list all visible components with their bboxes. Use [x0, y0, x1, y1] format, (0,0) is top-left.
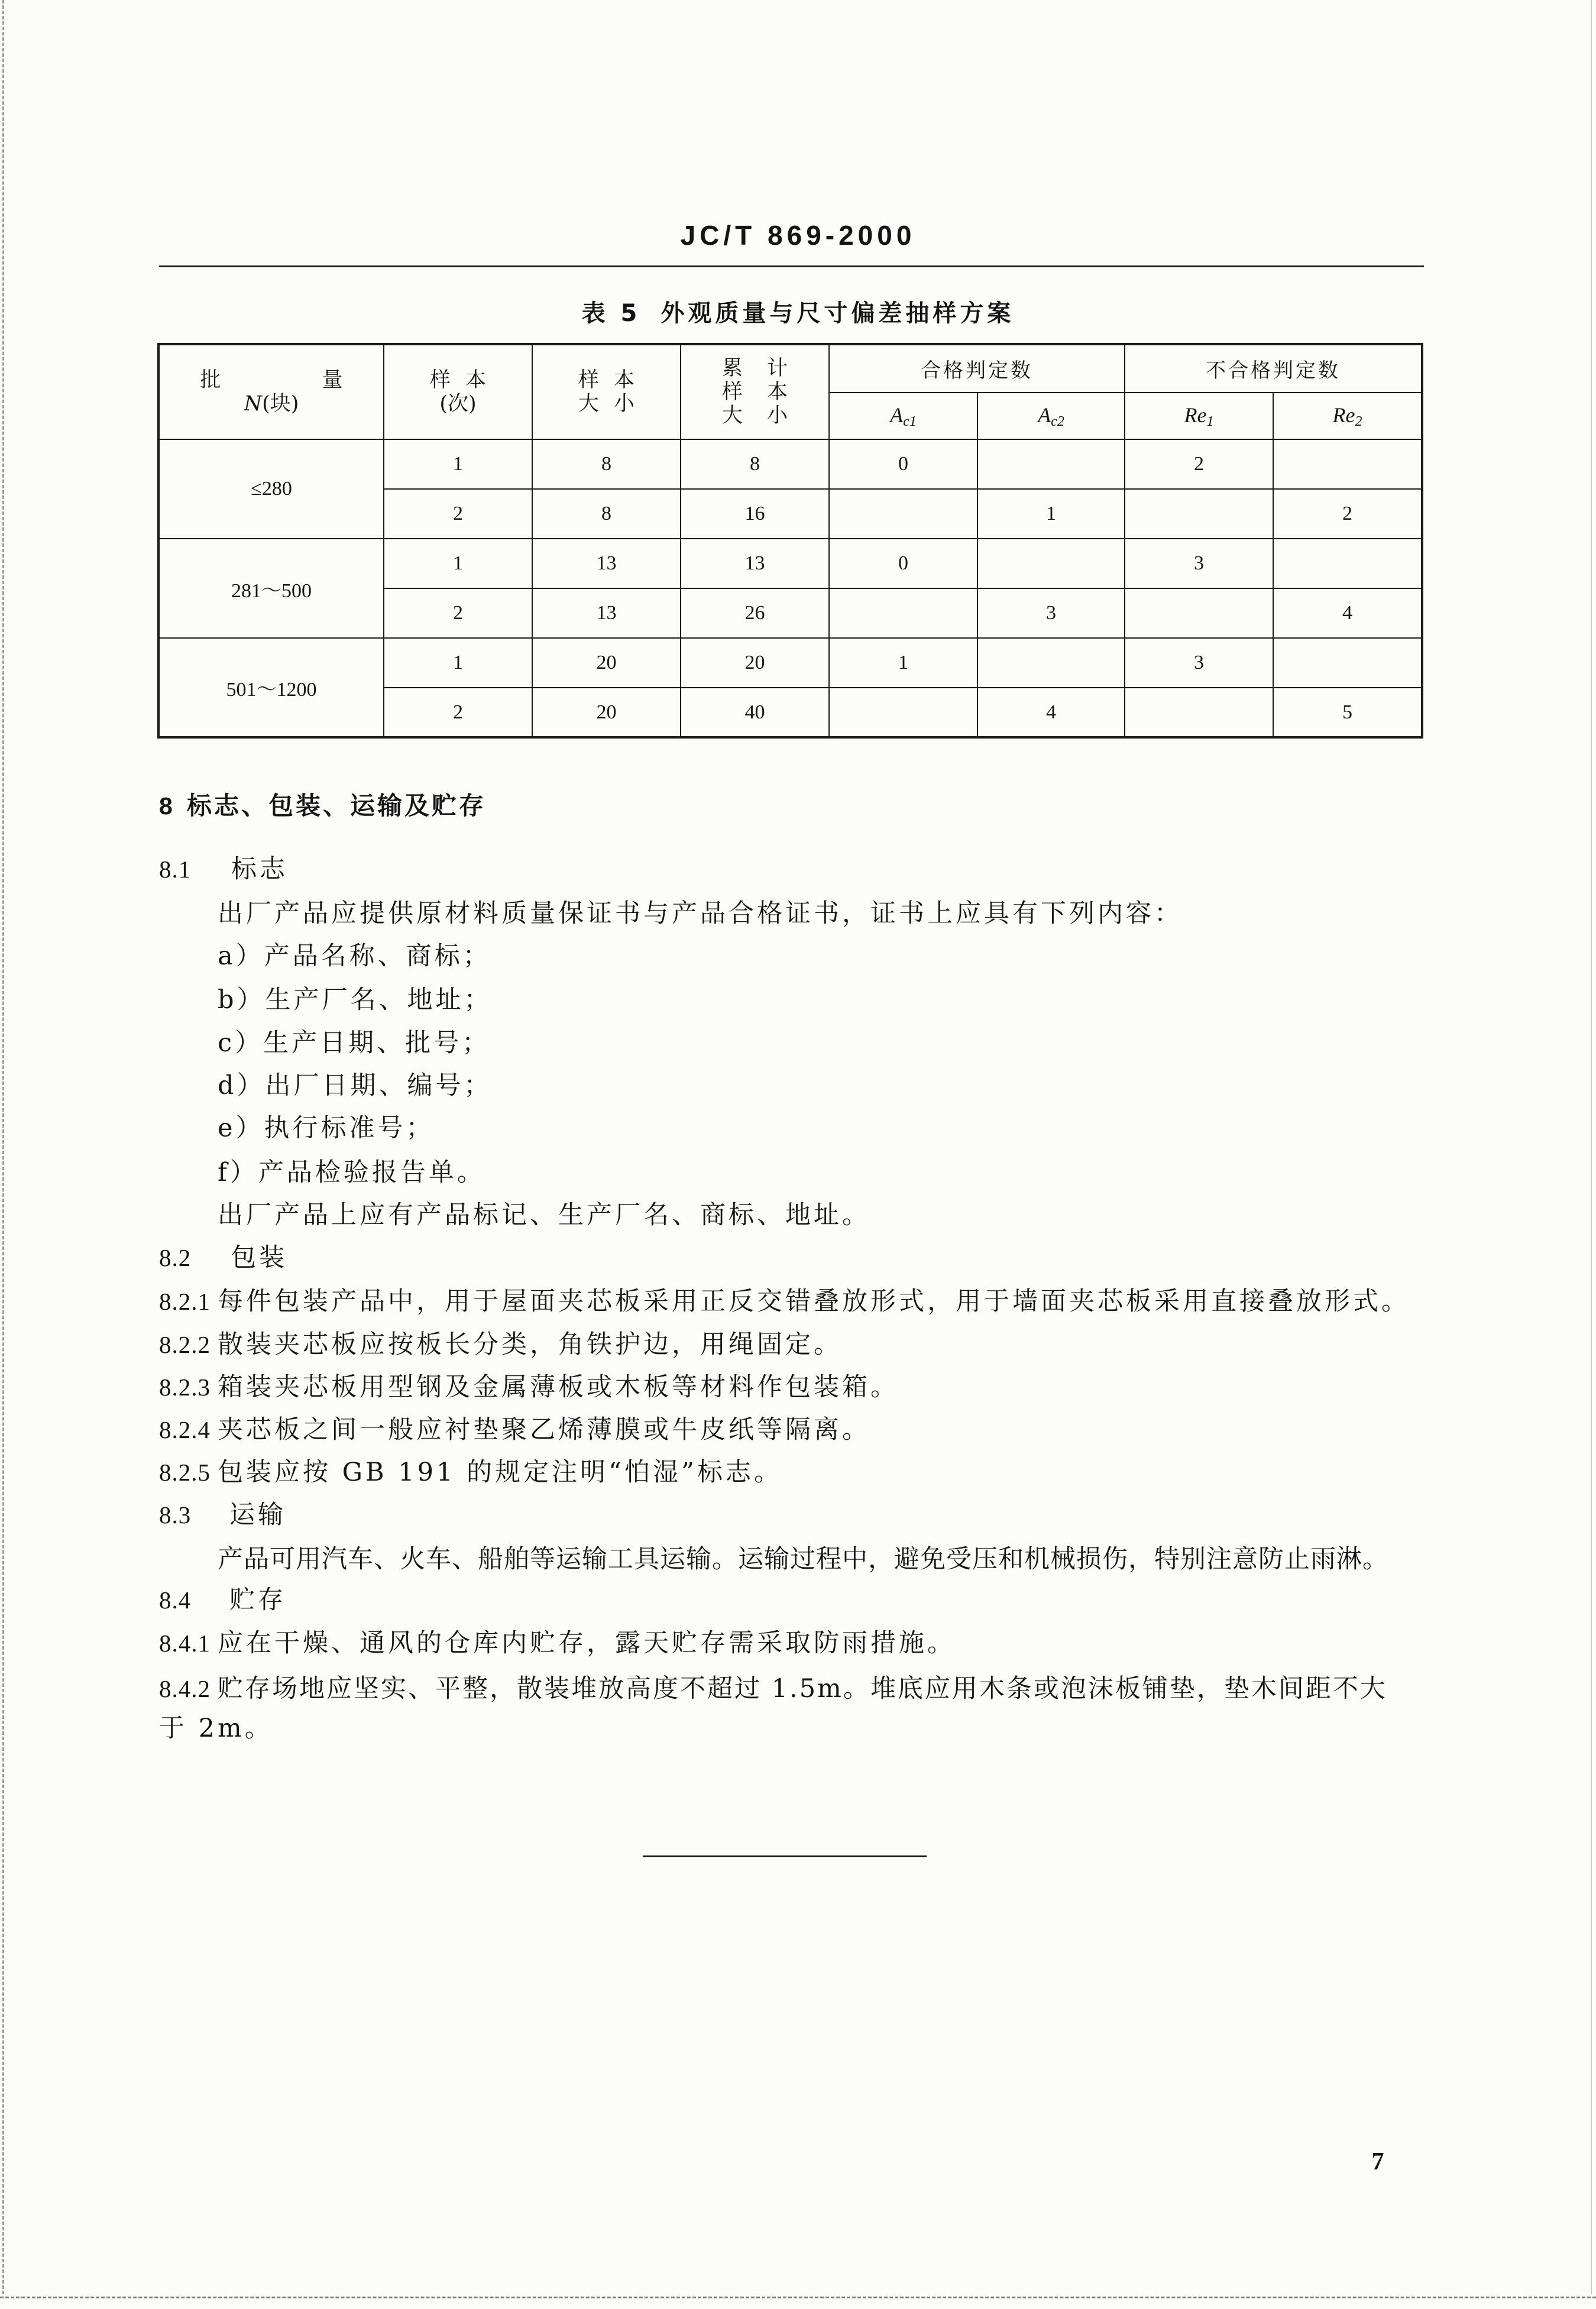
- list-item-text: e）执行标准号；: [218, 1113, 435, 1143]
- table-row: [158, 439, 1422, 489]
- list-item: [0, 982, 1596, 1018]
- cumulative-cell: 26: [681, 588, 829, 638]
- sample-size-cell: 8: [532, 439, 681, 489]
- clause-number: 8.4: [159, 1586, 192, 1614]
- ac2-cell: [977, 439, 1125, 489]
- clause-number: 8.2.2: [159, 1331, 211, 1358]
- table-caption: [0, 296, 1596, 331]
- header-re1-main: Re: [1184, 403, 1207, 427]
- list-item: [0, 1155, 1596, 1190]
- clause-text: 箱装夹芯板用型钢及金属薄板或木板等材料作包装箱。: [218, 1372, 899, 1402]
- clause-number: 8.2.3: [159, 1374, 211, 1401]
- list-item-text: b）生产厂名、地址；: [218, 985, 493, 1015]
- header-ac2: [977, 393, 1125, 439]
- sampling-plan-table: [157, 343, 1423, 739]
- ac2-cell: [977, 539, 1125, 588]
- header-sample-size-line1: 样 本: [578, 368, 635, 392]
- ac2-cell: [977, 638, 1125, 688]
- clause-8-4-2: [0, 1671, 1596, 1706]
- clause-8-2-2: [0, 1327, 1596, 1362]
- clause-8-4-2-continuation: [0, 1711, 1596, 1746]
- paragraph-text: 出厂产品上应有产品标记、生产厂名、商标、地址。: [218, 1200, 870, 1230]
- paragraph: [0, 1542, 1596, 1577]
- re2-cell: 5: [1273, 688, 1422, 737]
- list-item-text: a）产品名称、商标；: [218, 941, 491, 971]
- table-row: [158, 638, 1422, 688]
- batch-cell: 501～1200: [158, 638, 384, 737]
- list-item-text: f）产品检验报告单。: [218, 1158, 485, 1187]
- header-sample-no-line1: 样 本: [429, 368, 487, 392]
- clause-8-2-1: [0, 1284, 1596, 1319]
- re2-cell: 4: [1273, 588, 1422, 638]
- header-re1: [1125, 393, 1273, 439]
- clause-text: 应在干燥、通风的仓库内贮存，露天贮存需采取防雨措施。: [218, 1628, 956, 1658]
- ac1-cell: 1: [829, 638, 977, 688]
- section-8-heading: [0, 788, 1596, 824]
- clause-8-2-5: [0, 1455, 1596, 1490]
- sample-size-cell: 20: [532, 638, 681, 688]
- list-item: [0, 1068, 1596, 1103]
- header-cumulative-line1: 累 计: [721, 357, 788, 380]
- cumulative-cell: 20: [681, 638, 829, 688]
- header-batch: [158, 344, 384, 439]
- batch-cell: 281～500: [158, 539, 384, 638]
- clause-title: 运输: [229, 1500, 286, 1530]
- paragraph: [0, 896, 1596, 931]
- re1-cell: 3: [1125, 539, 1273, 588]
- header-rule: [159, 265, 1424, 267]
- paragraph: [0, 1197, 1596, 1233]
- clause-title: 标志: [231, 854, 288, 884]
- header-ac1: [829, 393, 977, 439]
- clause-text-continuation: 于 2m。: [159, 1714, 273, 1743]
- header-batch-var: N: [244, 392, 263, 416]
- re1-cell: 3: [1125, 638, 1273, 688]
- table-caption-label: 表 5: [581, 300, 641, 327]
- ac1-cell: [829, 688, 977, 737]
- header-batch-unit-line: [160, 392, 383, 416]
- header-cumulative-line3: 大 小: [721, 404, 788, 428]
- paragraph-text: 产品可用汽车、火车、船舶等运输工具运输。运输过程中，避免受压和机械损伤，特别注意防止雨淋。: [218, 1544, 1388, 1574]
- section-8-title: 标志、包装、运输及贮存: [187, 791, 487, 820]
- batch-cell: ≤280: [158, 439, 384, 539]
- header-batch-label: 批 量: [200, 368, 343, 392]
- table-caption-title: 外观质量与尺寸偏差抽样方案: [661, 300, 1015, 327]
- clause-number: 8.2.1: [159, 1288, 211, 1315]
- cumulative-cell: 16: [681, 489, 829, 539]
- ac2-cell: 1: [977, 489, 1125, 539]
- header-re2-sub: 2: [1355, 413, 1362, 429]
- re2-cell: [1273, 439, 1422, 489]
- ac2-cell: 4: [977, 688, 1125, 737]
- list-item-text: c）生产日期、批号；: [218, 1028, 491, 1058]
- clause-number: 8.3: [159, 1501, 192, 1528]
- re1-cell: [1125, 588, 1273, 638]
- standard-code-header: JC/T 869-2000: [680, 220, 916, 251]
- ac1-cell: 0: [829, 439, 977, 489]
- ac1-cell: 0: [829, 539, 977, 588]
- re1-cell: [1125, 688, 1273, 737]
- clause-8-2-4: [0, 1412, 1596, 1447]
- re1-cell: 2: [1125, 439, 1273, 489]
- clause-number: 8.4.1: [159, 1630, 211, 1657]
- list-item: [0, 1025, 1596, 1061]
- sample-no-cell: 1: [384, 539, 532, 588]
- scan-edge-bottom: [0, 2297, 1596, 2298]
- header-batch-unit: (块): [262, 392, 299, 416]
- clause-8-3-heading: [0, 1497, 1596, 1533]
- sample-no-cell: 2: [384, 489, 532, 539]
- clause-8-4-1: [0, 1625, 1596, 1661]
- clause-text: 包装应按 GB 191 的规定注明“怕湿”标志。: [218, 1458, 782, 1487]
- clause-8-4-heading: [0, 1582, 1596, 1618]
- header-cumulative-line2: 样 本: [721, 380, 788, 404]
- clause-number: 8.2: [159, 1244, 192, 1271]
- ac2-cell: 3: [977, 588, 1125, 638]
- re2-cell: [1273, 539, 1422, 588]
- header-ac1-main: A: [890, 403, 904, 427]
- header-ac2-sub: c2: [1051, 413, 1064, 429]
- page-number: 7: [1371, 2148, 1384, 2175]
- ac1-cell: [829, 588, 977, 638]
- clause-text: 散装夹芯板应按板长分类，角铁护边，用绳固定。: [218, 1330, 842, 1359]
- cumulative-cell: 13: [681, 539, 829, 588]
- clause-number: 8.2.5: [159, 1459, 211, 1486]
- sample-no-cell: 1: [384, 439, 532, 489]
- header-re2: [1273, 393, 1422, 439]
- sample-size-cell: 13: [532, 539, 681, 588]
- re1-cell: [1125, 489, 1273, 539]
- header-cumulative: [681, 344, 829, 439]
- sample-no-cell: 1: [384, 638, 532, 688]
- header-accept-group: 合格判定数: [829, 344, 1125, 393]
- scan-edge-left: [2, 0, 4, 2294]
- list-item: [0, 1110, 1596, 1146]
- sample-size-cell: 20: [532, 688, 681, 737]
- header-re1-sub: 1: [1206, 413, 1214, 429]
- clause-number: 8.4.2: [159, 1675, 211, 1702]
- header-reject-group: 不合格判定数: [1125, 344, 1422, 393]
- sample-no-cell: 2: [384, 588, 532, 638]
- clause-number: 8.2.4: [159, 1416, 211, 1443]
- paragraph-text: 出厂产品应提供原材料质量保证书与产品合格证书，证书上应具有下列内容：: [218, 899, 1183, 928]
- sample-size-cell: 8: [532, 489, 681, 539]
- sample-no-cell: 2: [384, 688, 532, 737]
- clause-8-2-3: [0, 1369, 1596, 1405]
- clause-title: 贮存: [229, 1585, 286, 1615]
- re2-cell: 2: [1273, 489, 1422, 539]
- clause-text: 贮存场地应坚实、平整，散装堆放高度不超过 1.5m。堆底应用木条或泡沫板铺垫，垫木间距不大: [218, 1674, 1387, 1704]
- header-ac1-sub: c1: [903, 413, 917, 429]
- re2-cell: [1273, 638, 1422, 688]
- header-sample-size: [532, 344, 681, 439]
- list-item-text: d）出厂日期、编号；: [218, 1071, 493, 1100]
- table-row: [158, 539, 1422, 588]
- clause-text: 每件包装产品中，用于屋面夹芯板采用正反交错叠放形式，用于墙面夹芯板采用直接叠放形式。: [218, 1287, 1410, 1316]
- table-header-row: [158, 344, 1422, 393]
- end-of-text-rule: [643, 1855, 927, 1857]
- header-re2-main: Re: [1332, 403, 1355, 427]
- header-sample-no: [384, 344, 532, 439]
- header-sample-size-line2: 大 小: [578, 392, 635, 416]
- header-ac2-main: A: [1038, 403, 1051, 427]
- list-item: [0, 938, 1596, 974]
- scan-edge-right: [1591, 0, 1592, 2294]
- section-8-number: 8: [159, 792, 173, 820]
- sample-size-cell: 13: [532, 588, 681, 638]
- clause-8-2-heading: [0, 1240, 1596, 1275]
- clause-text: 夹芯板之间一般应衬垫聚乙烯薄膜或牛皮纸等隔离。: [218, 1415, 870, 1445]
- clause-number: 8.1: [159, 856, 192, 883]
- header-sample-no-line2: (次): [439, 392, 477, 416]
- ac1-cell: [829, 489, 977, 539]
- cumulative-cell: 8: [681, 439, 829, 489]
- clause-title: 包装: [231, 1243, 287, 1272]
- clause-8-1-heading: [0, 851, 1596, 887]
- cumulative-cell: 40: [681, 688, 829, 737]
